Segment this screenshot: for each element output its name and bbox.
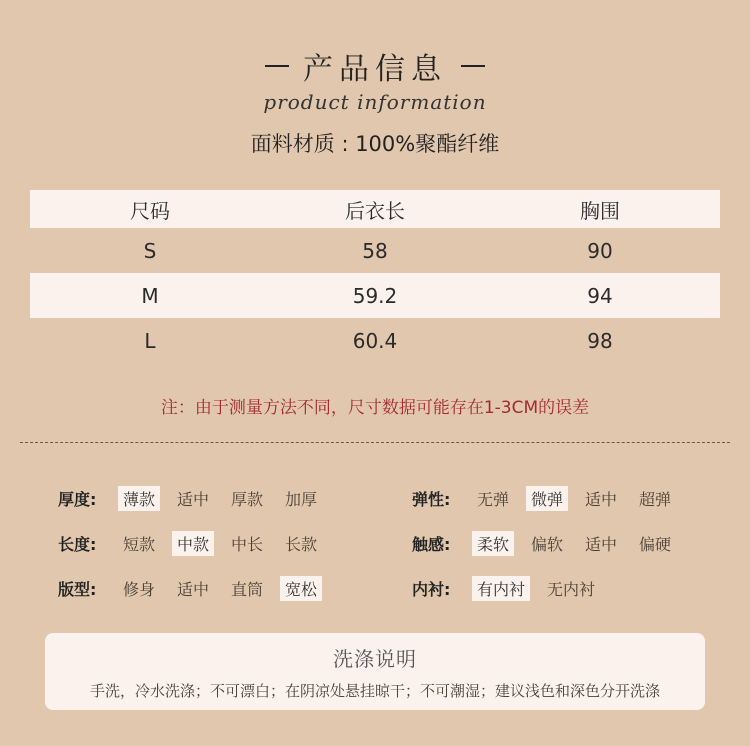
attr-row-elasticity [412,486,688,511]
cell-size: S [143,238,157,263]
attr-row-feel [412,531,688,556]
table-row [30,318,720,363]
cell-chest: 90 [587,238,613,263]
size-table-header [30,190,720,228]
cell-size: L [144,328,156,353]
attr-option: 无弹 [477,490,510,509]
wash-instructions [45,633,705,710]
title-text: 产品信息 [303,52,447,87]
attr-option: 微弹 [526,486,568,511]
cell-chest: 98 [587,328,613,353]
attr-label: 触感: [412,535,451,554]
page-subtitle: product information [263,90,487,114]
attr-label: 弹性: [412,490,451,509]
attr-option: 加厚 [285,490,318,509]
attr-option: 直筒 [231,580,264,599]
attr-option: 宽松 [280,576,322,601]
measurement-note: 注：由于测量方法不同，尺寸数据可能存在1-3CM的误差 [160,398,590,418]
attr-option: 适中 [177,580,210,599]
attr-label: 厚度: [58,490,97,509]
material-info: 面料材质 : 100%聚酯纤维 [250,132,500,156]
title-dash-right [461,65,485,67]
attr-label: 版型: [58,580,97,599]
attr-option: 适中 [585,535,618,554]
table-row [30,228,720,273]
cell-chest: 94 [587,283,613,308]
attr-option: 厚款 [231,490,264,509]
size-table [30,190,720,363]
attr-row-thickness [58,486,334,511]
attr-option: 中长 [231,535,264,554]
attr-option: 短款 [123,535,156,554]
header-cell-length: 后衣长 [345,198,405,223]
title-dash-left [265,65,289,67]
attr-option: 偏硬 [639,535,672,554]
dashed-divider [20,442,730,443]
page-title [265,44,485,88]
attr-option: 有内衬 [472,576,530,601]
attr-option: 柔软 [472,531,514,556]
table-row [30,273,720,318]
attr-option: 超弹 [639,490,672,509]
attr-option: 中款 [172,531,214,556]
cell-length: 58 [362,238,388,263]
cell-size: M [141,283,159,308]
header-cell-chest: 胸围 [580,198,620,223]
attr-option: 适中 [177,490,210,509]
attr-option: 薄款 [118,486,160,511]
cell-length: 60.4 [352,328,398,353]
wash-title: 洗涤说明 [333,647,417,671]
attr-row-length [58,531,334,556]
attr-option: 偏软 [531,535,564,554]
attr-row-fit [58,576,334,601]
wash-text: 手洗，冷水洗涤；不可漂白；在阴凉处悬挂晾干；不可潮湿；建议浅色和深色分开洗涤 [89,682,660,700]
header-cell-size: 尺码 [130,198,170,223]
attr-option: 无内衬 [547,580,596,599]
attr-option: 适中 [585,490,618,509]
attr-row-lining [412,576,612,601]
attr-label: 长度: [58,535,97,554]
cell-length: 59.2 [352,283,398,308]
header [0,44,750,114]
attr-label: 内衬: [412,580,451,599]
attr-option: 长款 [285,535,318,554]
attr-option: 修身 [123,580,156,599]
